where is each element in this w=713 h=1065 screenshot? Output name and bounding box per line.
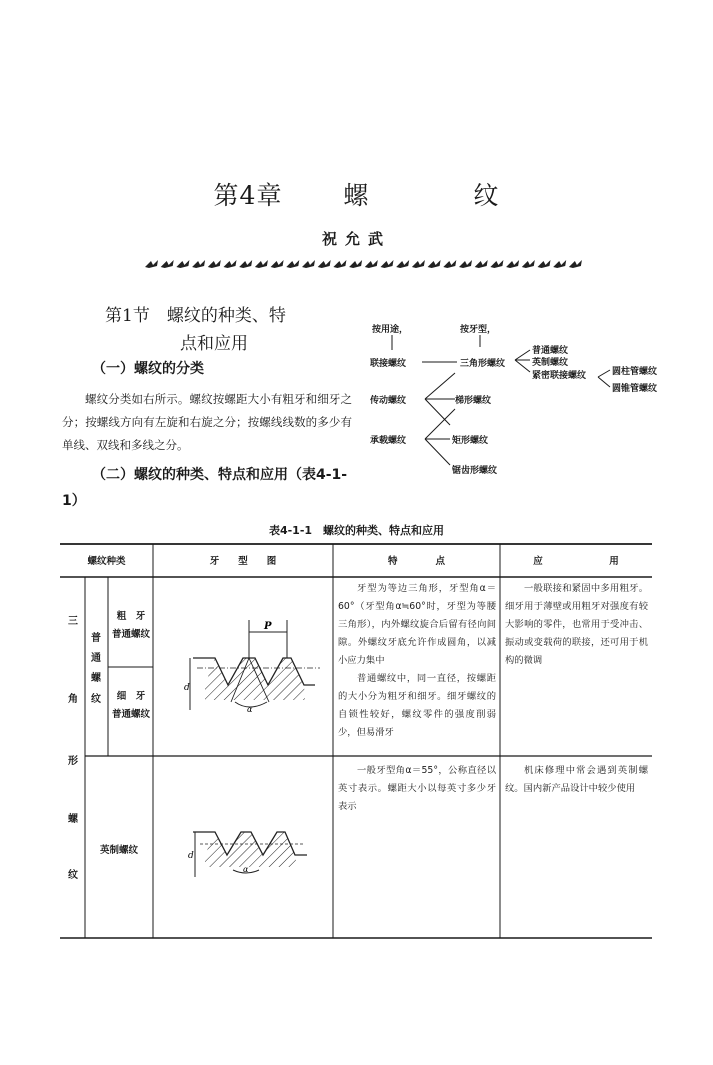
ornament-glyph <box>318 260 331 268</box>
group-label-char: 三 <box>68 616 78 627</box>
table-title: 表4-1-1 螺纹的种类、特点和应用 <box>268 524 445 537</box>
tree-line <box>598 370 610 377</box>
coarse-thread-label <box>110 608 152 644</box>
fine-thread-label <box>110 688 152 724</box>
tree-label-by-use: 按用途， <box>372 325 409 335</box>
tree-node-profile: 锯齿形螺纹 <box>452 466 498 476</box>
ornament-glyph <box>538 260 551 268</box>
tree-node-pipe: 圆柱管螺纹 <box>612 367 658 377</box>
section-title <box>105 302 355 358</box>
ornament-glyph <box>569 260 582 268</box>
ornament-glyph <box>349 260 362 268</box>
chapter-title <box>0 176 713 212</box>
angle-label: α <box>243 865 249 874</box>
tree-line <box>425 373 455 399</box>
imperial-features: 一般牙型角α＝55°，公称直径以英寸表示。螺距大小以每英寸多少牙表示 <box>338 765 496 812</box>
ornament-glyph <box>192 260 205 268</box>
tree-node-triangle-subtype: 普通螺纹 <box>532 346 569 356</box>
diameter-label: d <box>184 683 190 693</box>
section-title-line-1: 第1节 螺纹的种类、特 <box>105 306 286 326</box>
imperial-thread-label: 英制螺纹 <box>99 845 138 856</box>
ornament-glyph <box>271 260 284 268</box>
tree-node-pipe: 圆锥管螺纹 <box>612 384 658 394</box>
ornament-divider <box>145 258 585 270</box>
diameter-label: d <box>188 851 194 861</box>
tree-node-profile: 矩形螺纹 <box>452 436 489 446</box>
ornament-glyph <box>365 260 378 268</box>
subsection-heading-2: （二）螺纹的种类、特点和应用（表4-1-1） <box>62 467 348 509</box>
tree-node-use: 传动螺纹 <box>370 396 407 406</box>
ornament-glyph <box>522 260 535 268</box>
ornament-glyph <box>224 260 237 268</box>
ornament-glyph <box>443 260 456 268</box>
tree-node-profile: 三角形螺纹 <box>460 359 506 369</box>
header-type: 螺纹种类 <box>87 556 126 567</box>
ornament-glyph <box>475 260 488 268</box>
ornament-glyph <box>239 260 252 268</box>
imperial-usage: 机床修理中常会遇到英制螺纹。国内新产品设计中较少使用 <box>505 765 648 794</box>
ornament-glyph <box>302 260 315 268</box>
subsection-heading-1: （一）螺纹的分类 <box>92 361 204 377</box>
group-label-char: 螺 <box>68 814 78 825</box>
tree-label-by-profile: 按牙型， <box>460 325 497 335</box>
common-label-char: 螺 <box>91 673 101 684</box>
group-label-char: 纹 <box>68 870 78 881</box>
tree-line <box>425 439 450 465</box>
pitch-label: P <box>264 621 272 632</box>
ornament-glyph <box>412 260 425 268</box>
chapter-number: 第4章 <box>213 181 283 210</box>
ornament-glyph <box>286 260 299 268</box>
metric-thread-diagram <box>185 610 325 725</box>
common-label-char: 普 <box>91 633 101 644</box>
common-label-char: 纹 <box>91 694 101 705</box>
angle-label: α <box>247 705 253 714</box>
section-title-line-2: 点和应用 <box>180 334 248 354</box>
metric-usage: 一般联接和紧固中多用粗牙。细牙用于薄壁或用粗牙对强度有较大影响的零件，也常用于受冲击、振动或变载荷的联接，还可用于机构的微调 <box>505 583 648 666</box>
group-label-char: 形 <box>68 756 78 767</box>
tree-line <box>515 360 530 372</box>
ornament-glyph <box>145 260 158 268</box>
classification-paragraph: 螺纹分类如右所示。螺纹按螺距大小有粗牙和细牙之分；按螺线方向有左旋和右旋之分；按螺线线数的多少有单线、双线和多线之分。 <box>62 392 352 452</box>
ornament-glyph <box>176 260 189 268</box>
tree-node-use: 承载螺纹 <box>370 436 407 446</box>
coarse-line-2: 普通螺纹 <box>111 629 150 640</box>
author: 祝允武 <box>321 230 391 248</box>
ornament-glyph <box>208 260 221 268</box>
imperial-thread-diagram <box>185 822 315 882</box>
ornament-glyph <box>459 260 472 268</box>
fine-line-2: 普通螺纹 <box>111 709 150 720</box>
chapter-title-char-2: 纹 <box>473 181 500 210</box>
header-features: 特 点 <box>387 556 445 567</box>
coarse-line-1: 粗 牙 <box>116 611 146 622</box>
classification-tree <box>370 315 690 490</box>
ornament-glyph <box>396 260 409 268</box>
header-usage: 应 用 <box>533 556 619 567</box>
tree-node-profile: 梯形螺纹 <box>455 396 492 406</box>
group-label-char: 角 <box>68 694 78 705</box>
metric-features-1: 牙型为等边三角形，牙型角α＝60°（牙型角α≒60°时，牙型为等腰三角形），内外螺纹旋合后留有径向间隙。外螺纹牙底允许作成圆角，以减小应力集中 <box>338 583 496 666</box>
tree-node-use: 联接螺纹 <box>370 359 407 369</box>
chapter-title-char-1: 螺 <box>343 181 370 210</box>
ornament-glyph <box>428 260 441 268</box>
ornament-glyph <box>161 260 174 268</box>
ornament-glyph <box>506 260 519 268</box>
tree-node-triangle-subtype: 紧密联接螺纹 <box>532 371 587 381</box>
ornament-glyph <box>333 260 346 268</box>
ornament-glyph <box>490 260 503 268</box>
fine-line-1: 细 牙 <box>116 691 146 702</box>
tree-line <box>598 377 610 387</box>
tree-line <box>425 409 455 439</box>
ornament-glyph <box>553 260 566 268</box>
tree-line <box>425 399 450 425</box>
tree-line <box>515 350 530 360</box>
ornament-glyph <box>381 260 394 268</box>
thread-hatch <box>205 832 297 867</box>
common-label-char: 通 <box>91 653 101 664</box>
tree-node-triangle-subtype: 英制螺纹 <box>532 358 569 368</box>
header-profile: 牙 型 图 <box>209 556 277 567</box>
thread-hatch <box>205 658 305 700</box>
metric-features-2: 普通螺纹中，同一直径，按螺距的大小分为粗牙和细牙。细牙螺纹的自锁性较好，螺纹零件的强度削弱少，但易滑牙 <box>338 673 496 738</box>
ornament-glyph <box>255 260 268 268</box>
